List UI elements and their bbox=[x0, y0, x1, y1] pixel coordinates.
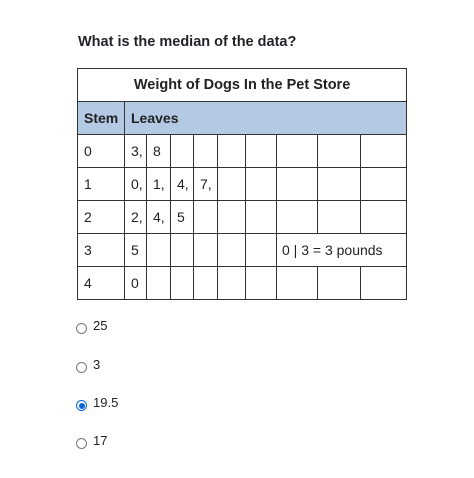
leaf-cell: 4, bbox=[171, 168, 194, 201]
leaf-cell bbox=[318, 201, 361, 234]
table-row bbox=[78, 135, 407, 168]
leaf-cell bbox=[147, 234, 171, 267]
leaf-cell bbox=[246, 267, 277, 300]
table-row bbox=[78, 234, 407, 267]
leaf-cell: 5 bbox=[125, 234, 147, 267]
table-row bbox=[78, 201, 407, 234]
leaf-cell bbox=[194, 267, 218, 300]
leaf-cell bbox=[246, 234, 277, 267]
leaf-cell bbox=[277, 135, 318, 168]
leaf-cell bbox=[318, 168, 361, 201]
leaf-cell bbox=[361, 135, 407, 168]
stem-cell: 0 bbox=[78, 135, 125, 168]
choice-label: 25 bbox=[93, 317, 108, 333]
leaf-cell bbox=[194, 234, 218, 267]
leaf-cell bbox=[318, 267, 361, 300]
leaf-cell bbox=[246, 135, 277, 168]
leaf-cell: 0 bbox=[125, 267, 147, 300]
choice-17[interactable] bbox=[76, 431, 196, 449]
leaf-cell: 2, bbox=[125, 201, 147, 234]
leaf-cell bbox=[218, 234, 246, 267]
stem-cell: 4 bbox=[78, 267, 125, 300]
leaf-cell bbox=[361, 201, 407, 234]
leaf-cell bbox=[171, 234, 194, 267]
leaf-cell bbox=[246, 201, 277, 234]
table-title: Weight of Dogs In the Pet Store bbox=[78, 69, 407, 102]
leaf-cell bbox=[246, 168, 277, 201]
leaf-cell bbox=[361, 168, 407, 201]
leaf-cell bbox=[194, 135, 218, 168]
leaf-cell: 4, bbox=[147, 201, 171, 234]
stem-leaf-table bbox=[77, 68, 407, 300]
leaf-cell: 0, bbox=[125, 168, 147, 201]
radio-button[interactable] bbox=[76, 323, 87, 334]
leaves-header: Leaves bbox=[125, 102, 407, 135]
leaf-cell bbox=[194, 201, 218, 234]
leaf-cell bbox=[218, 168, 246, 201]
choice-3[interactable] bbox=[76, 355, 196, 373]
leaf-cell bbox=[218, 135, 246, 168]
table-row bbox=[78, 168, 407, 201]
choice-label: 19.5 bbox=[93, 394, 119, 410]
leaf-cell bbox=[171, 135, 194, 168]
leaf-cell: 5 bbox=[171, 201, 194, 234]
table-row bbox=[78, 267, 407, 300]
leaf-cell: 8 bbox=[147, 135, 171, 168]
leaf-cell bbox=[147, 267, 171, 300]
choice-label: 17 bbox=[93, 432, 108, 448]
stem-leaf-key: 0 | 3 = 3 pounds bbox=[277, 234, 407, 267]
leaf-cell: 1, bbox=[147, 168, 171, 201]
choice-label: 3 bbox=[93, 356, 101, 372]
radio-button[interactable] bbox=[76, 362, 87, 373]
leaf-cell: 7, bbox=[194, 168, 218, 201]
leaf-cell bbox=[277, 168, 318, 201]
choice-19-5[interactable] bbox=[76, 393, 196, 411]
leaf-cell bbox=[218, 267, 246, 300]
leaf-cell: 3, bbox=[125, 135, 147, 168]
leaf-cell bbox=[218, 201, 246, 234]
stem-header: Stem bbox=[78, 102, 125, 135]
stem-cell: 1 bbox=[78, 168, 125, 201]
leaf-cell bbox=[277, 267, 318, 300]
radio-button[interactable] bbox=[76, 400, 87, 411]
choice-25[interactable] bbox=[76, 316, 196, 334]
stem-cell: 2 bbox=[78, 201, 125, 234]
radio-button[interactable] bbox=[76, 438, 87, 449]
leaf-cell bbox=[277, 201, 318, 234]
leaf-cell bbox=[318, 135, 361, 168]
leaf-cell bbox=[171, 267, 194, 300]
stem-cell: 3 bbox=[78, 234, 125, 267]
question-text: What is the median of the data? bbox=[78, 34, 297, 50]
leaf-cell bbox=[361, 267, 407, 300]
